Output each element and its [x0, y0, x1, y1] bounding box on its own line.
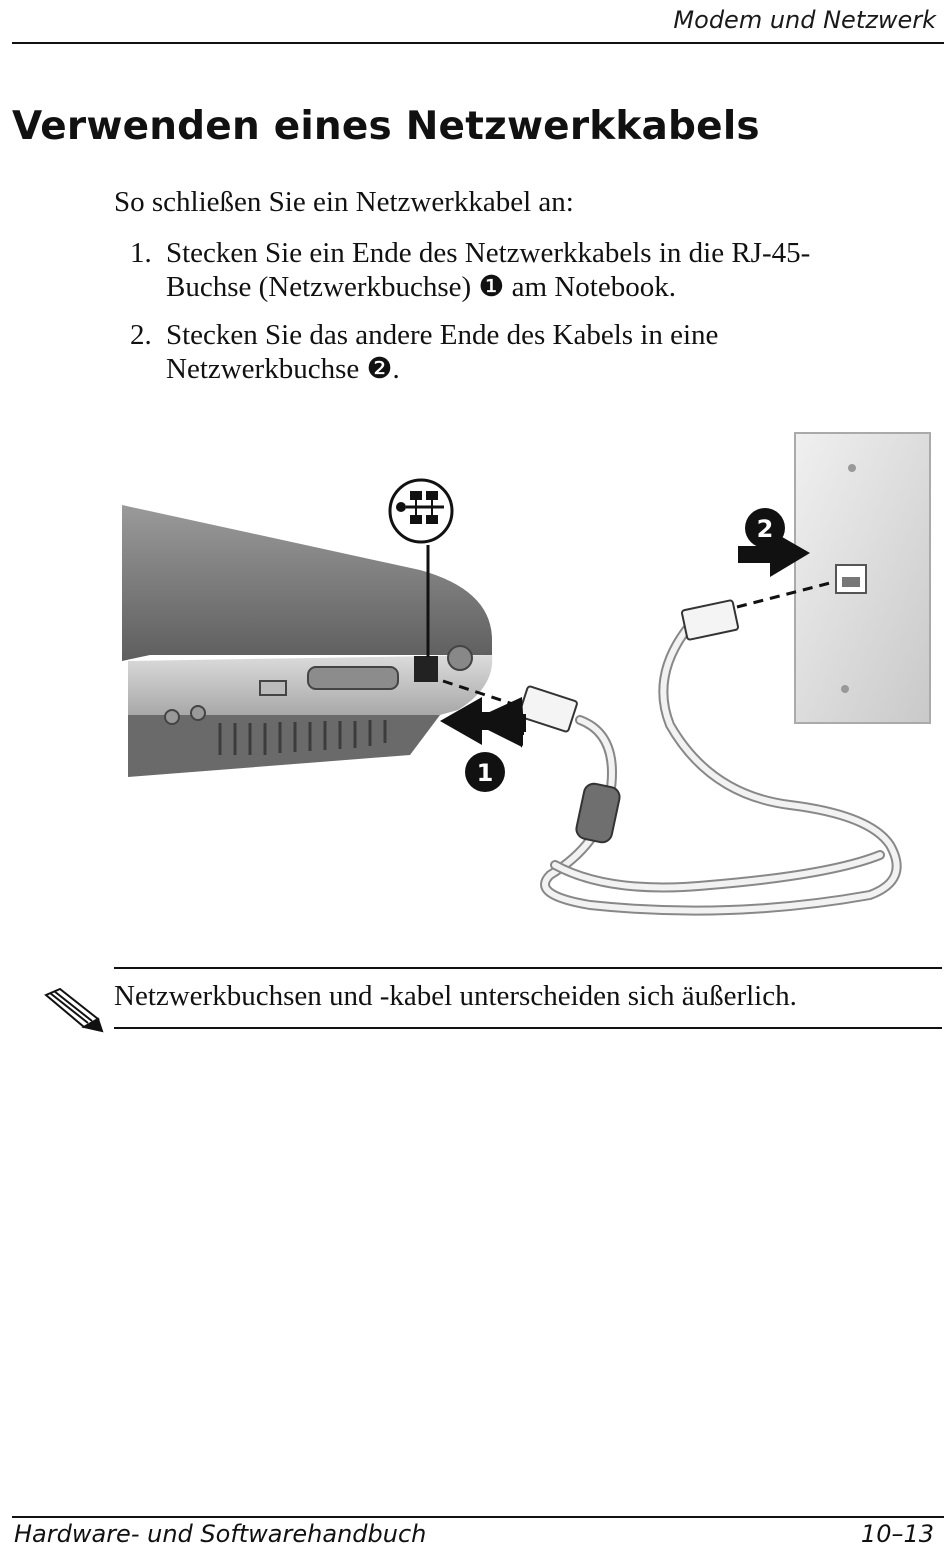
footer-book-title: Hardware- und Softwarehandbuch: [14, 1520, 427, 1548]
section-heading: Verwenden eines Netzwerkkabels: [12, 104, 760, 149]
cable-plug-2: [681, 600, 738, 640]
step-text: Stecken Sie ein Ende des Netzwerkkabels in die RJ-45-Buchse (Netzwerkbuchse) ❶ am Notebook.: [166, 237, 811, 303]
footer-page-number: 10–13: [860, 1520, 934, 1548]
callout-2: [745, 508, 785, 548]
header-title: Modem und Netzwerk: [673, 6, 936, 34]
note-rule-top: [114, 967, 942, 969]
footer-rule: [12, 1516, 944, 1518]
steps-list: [130, 236, 850, 400]
wall-plate: [795, 433, 930, 723]
callout-1-label: 1: [476, 759, 494, 787]
callout-2-label: 2: [756, 515, 774, 543]
step-text: Stecken Sie das andere Ende des Kabels in eine Netzwerkbuchse ❷.: [166, 319, 719, 385]
note-rule-bottom: [114, 1027, 942, 1029]
network-cable-illustration: [110, 425, 940, 940]
step-number: 2.: [130, 319, 152, 351]
step-number: 1.: [130, 237, 152, 269]
rj45-port: [414, 656, 438, 682]
notebook-image: [122, 505, 492, 777]
pencil-icon: [40, 985, 104, 1035]
intro-text: So schließen Sie ein Netzwerkkabel an:: [114, 186, 574, 218]
step-item: [130, 318, 850, 386]
note-text: Netzwerkbuchsen und -kabel unterscheiden sich äußerlich.: [114, 980, 797, 1012]
step-item: [130, 236, 850, 304]
header-rule: [12, 42, 944, 44]
callout-1: [465, 752, 505, 792]
cable-plug-1: [518, 686, 577, 733]
